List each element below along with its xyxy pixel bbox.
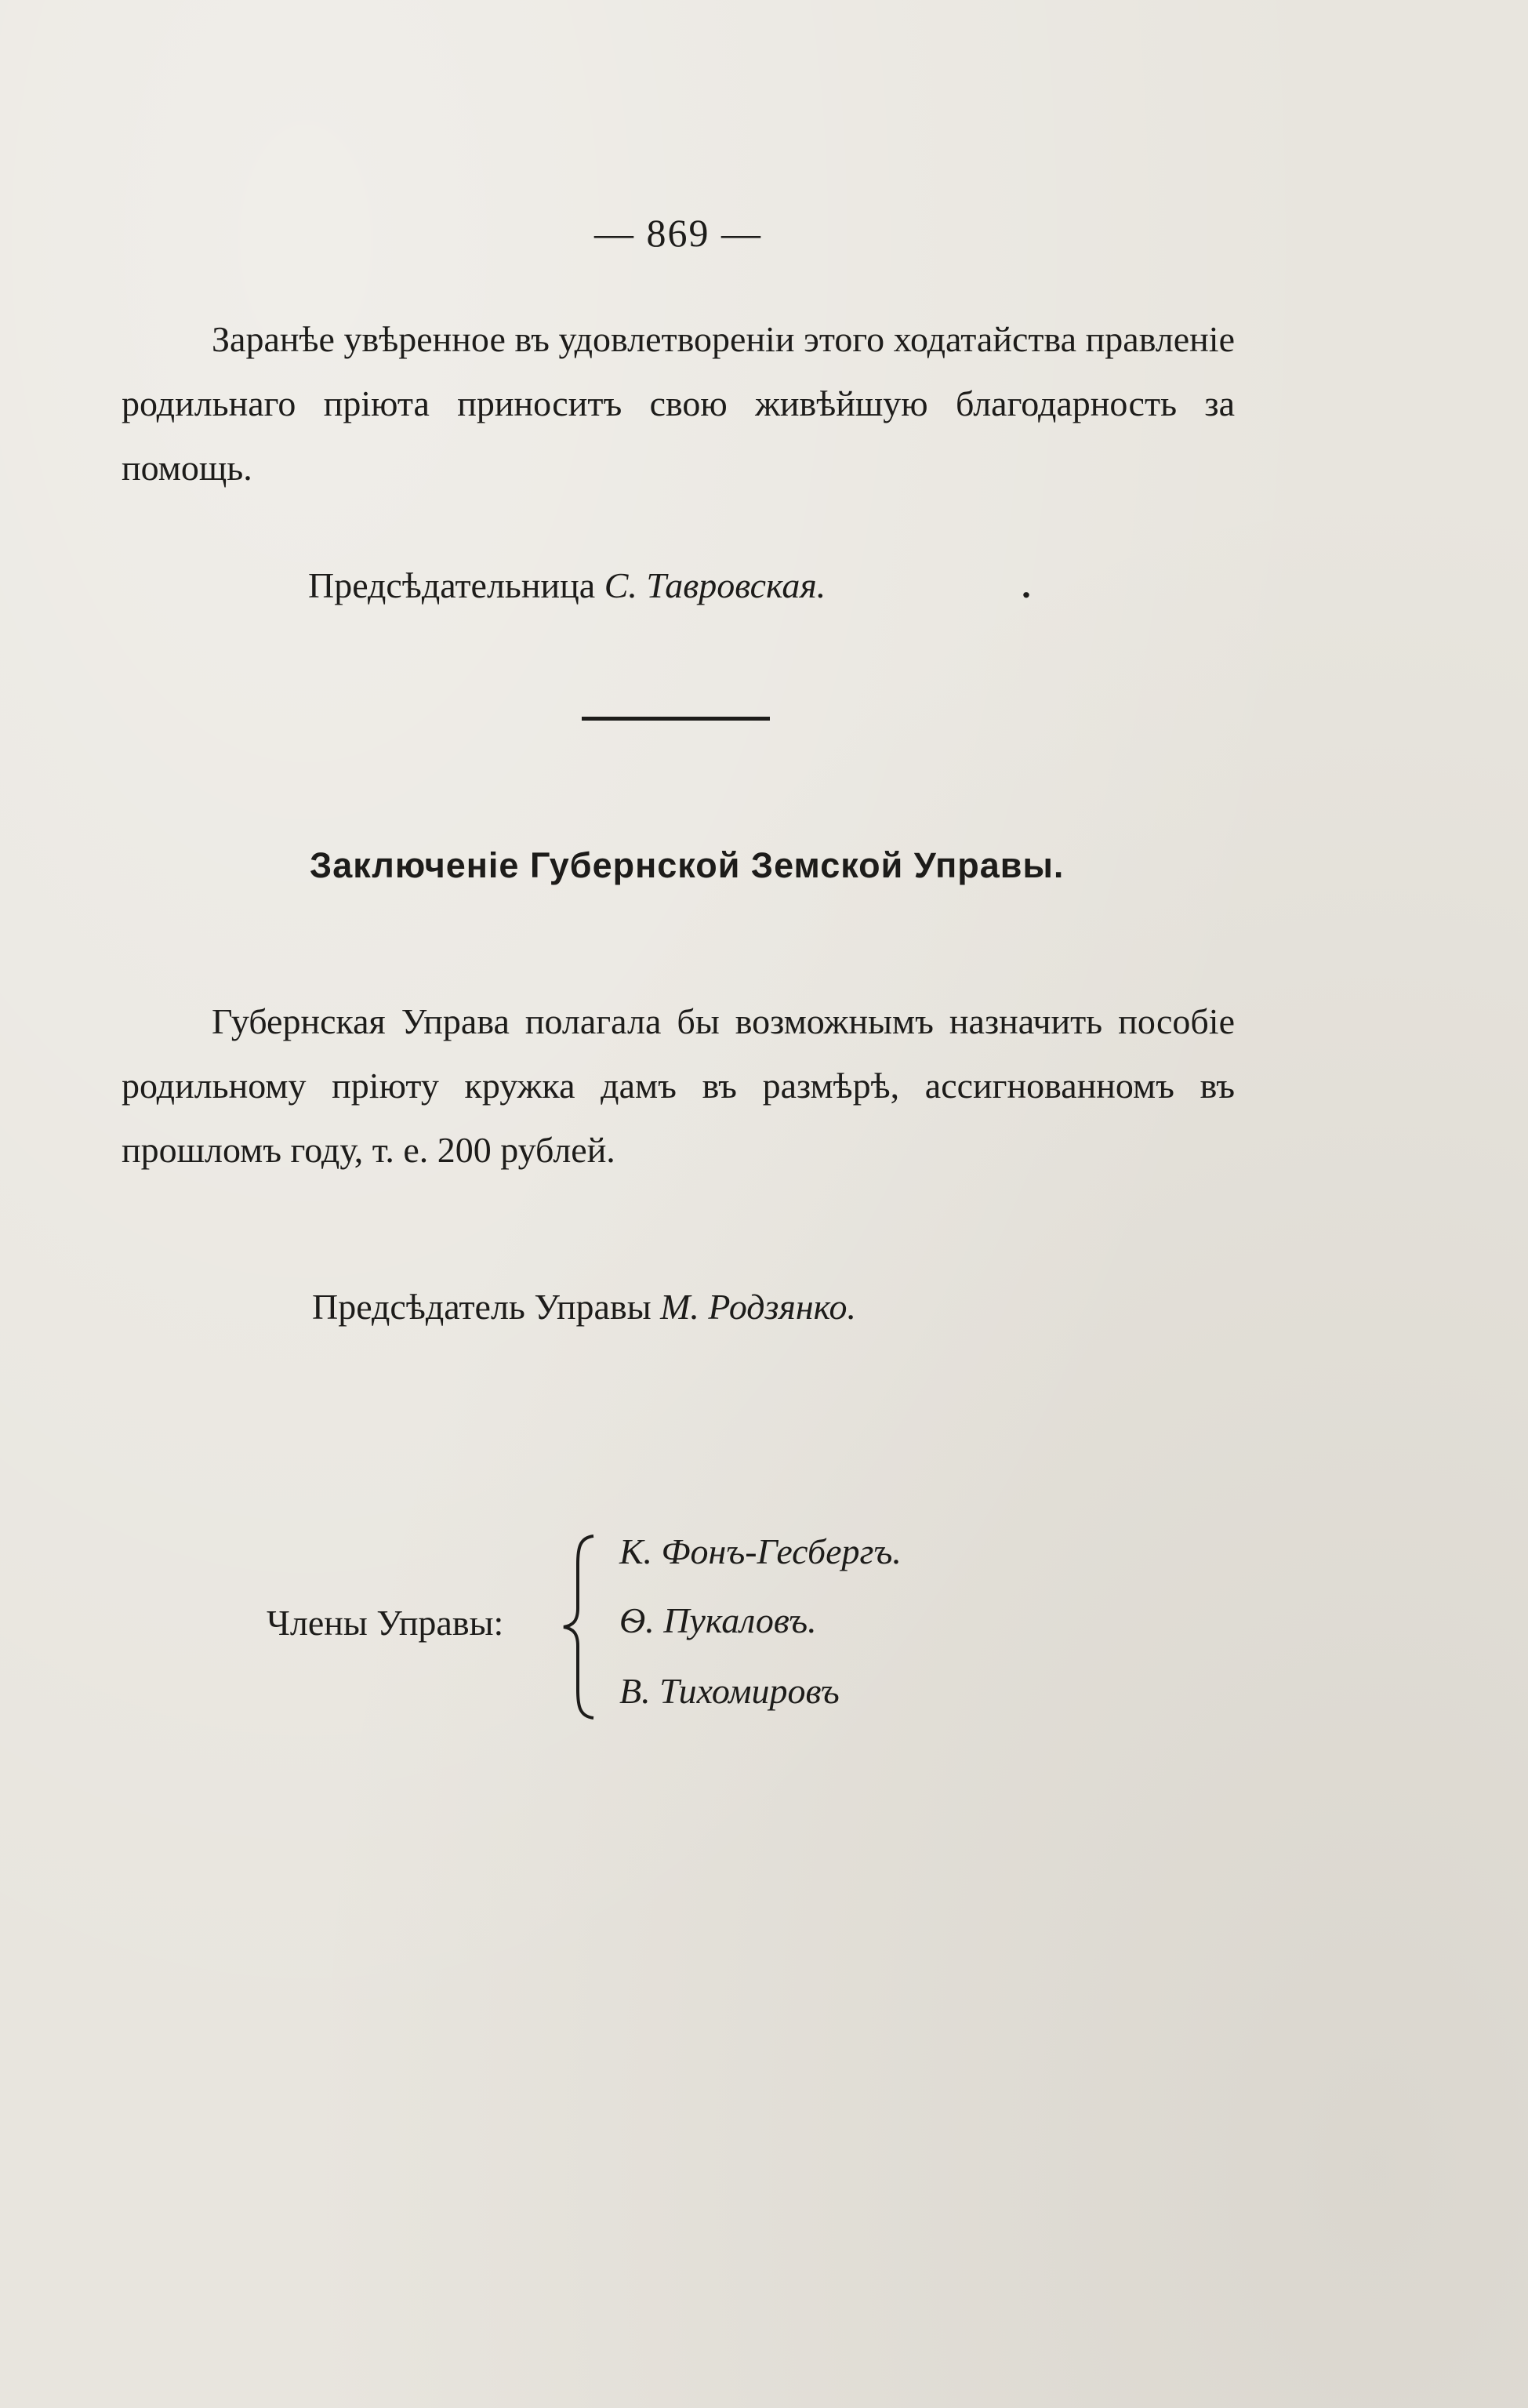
intro-paragraph-text: Заранѣе увѣренное въ удовлетвореніи этого ходатайства правленіе родильнаго пріюта приноситъ свою живѣйшую благодарность за помощь. — [122, 319, 1235, 488]
intro-paragraph — [122, 307, 1235, 500]
page-number: — 869 — — [594, 211, 762, 255]
chairman-signature — [312, 1286, 856, 1327]
chairman-name: М. Родзянко. — [660, 1287, 856, 1327]
curly-brace-icon — [561, 1533, 608, 1721]
board-member: Ѳ. Пукаловъ. — [619, 1600, 817, 1640]
chairwoman-title: Предсѣдательница — [308, 565, 596, 605]
chairwoman-signature — [308, 565, 1031, 606]
board-members-label: Члены Управы: — [267, 1603, 504, 1643]
section-heading: Заключеніе Губернской Земской Управы. — [310, 845, 1065, 885]
board-member: В. Тихомировъ — [619, 1671, 840, 1711]
board-member: К. Фонъ-Гесбергъ. — [619, 1531, 902, 1571]
section-divider — [582, 717, 770, 721]
conclusion-paragraph — [122, 990, 1235, 1182]
chairman-title: Предсѣдатель Управы — [312, 1287, 651, 1327]
chairwoman-name: С. Тавровская. — [604, 565, 826, 605]
signature-mark: . — [1022, 565, 1031, 605]
conclusion-paragraph-text: Губернская Управа полагала бы возможнымъ назначить пособіе родильному пріюту кружка дамъ въ размѣрѣ, ассигнованномъ въ прошломъ году, т. е. 200 рублей. — [122, 1001, 1235, 1170]
